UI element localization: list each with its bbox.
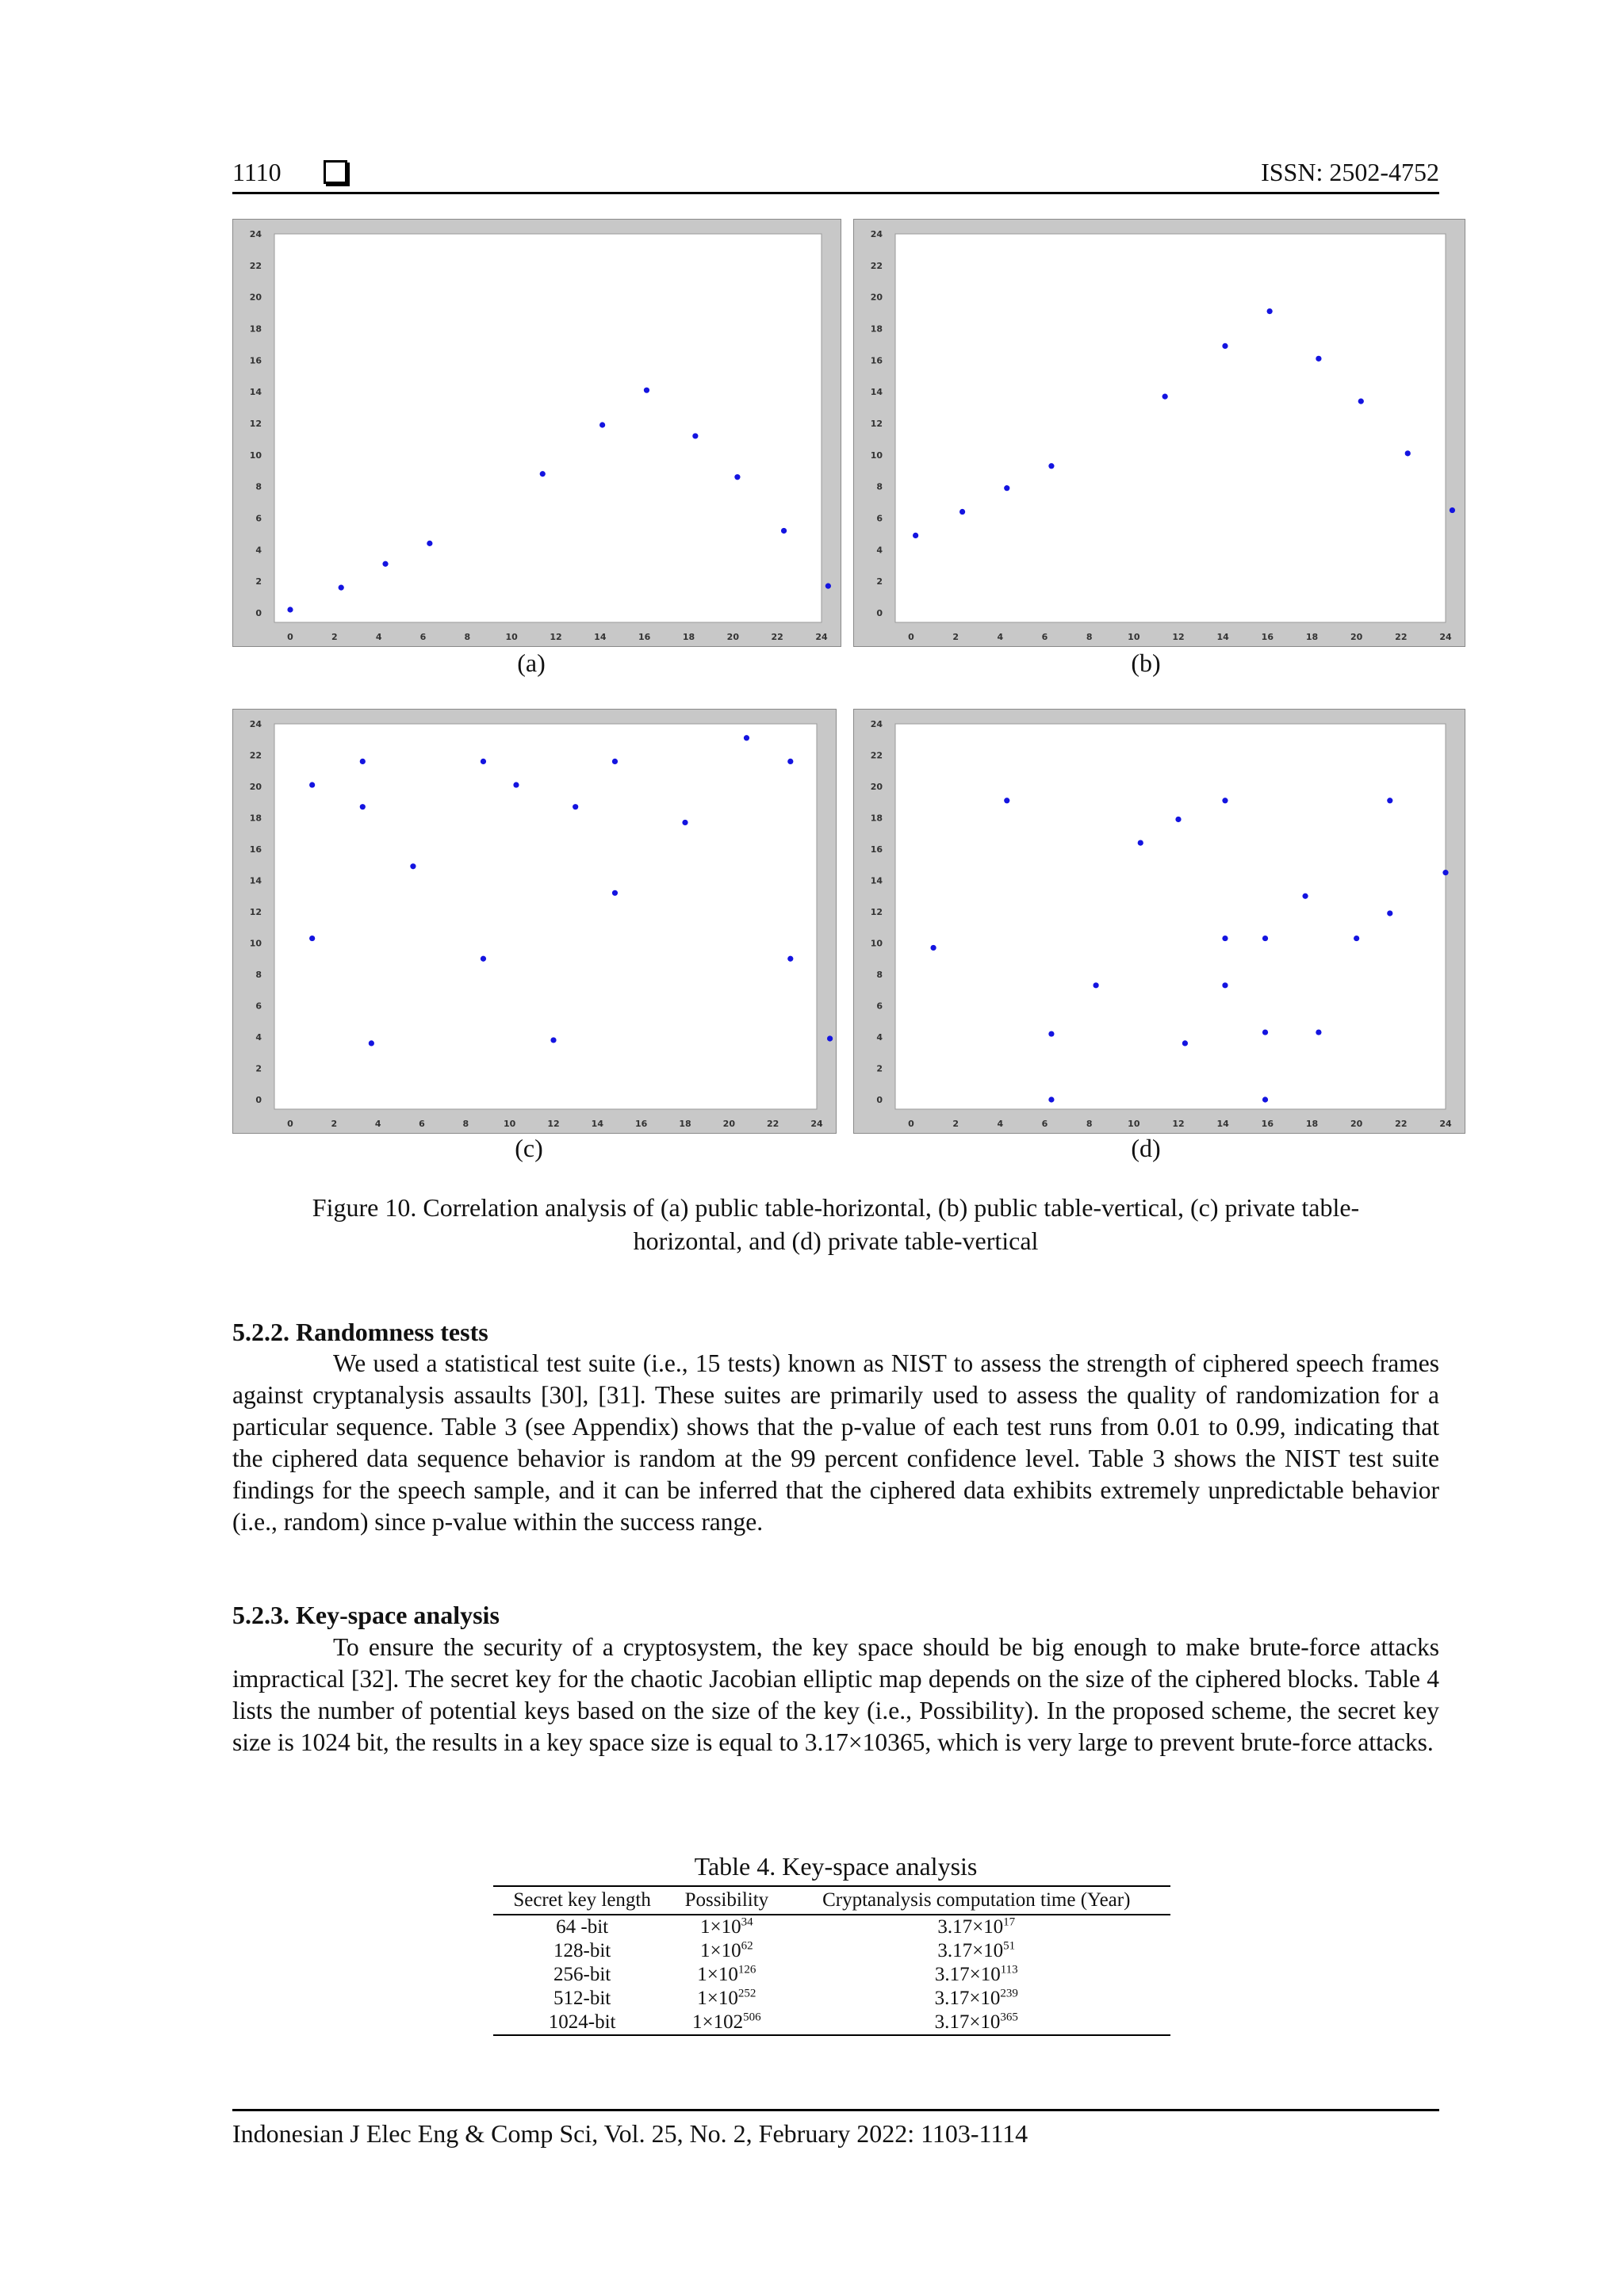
data-point bbox=[410, 863, 416, 869]
data-point bbox=[1222, 982, 1228, 988]
y-tick-label: 8 bbox=[255, 970, 262, 980]
scatter-plot-c bbox=[233, 710, 836, 1133]
data-point bbox=[1222, 343, 1228, 349]
data-point bbox=[1387, 910, 1392, 916]
x-tick-label: 6 bbox=[1041, 1119, 1048, 1129]
y-tick-label: 4 bbox=[876, 545, 883, 556]
x-tick-label: 4 bbox=[997, 1119, 1004, 1129]
data-point bbox=[360, 759, 366, 764]
y-tick-label: 6 bbox=[876, 513, 883, 524]
y-tick-label: 8 bbox=[876, 481, 883, 492]
x-tick-label: 22 bbox=[1395, 632, 1408, 642]
journal-citation: Indonesian J Elec Eng & Comp Sci, Vol. 25, No. 2, February 2022: 1103-1114 bbox=[232, 2119, 1028, 2148]
x-tick-label: 8 bbox=[462, 1119, 469, 1129]
x-tick-label: 4 bbox=[997, 632, 1004, 642]
y-tick-label: 14 bbox=[249, 875, 262, 886]
y-tick-label: 18 bbox=[870, 813, 883, 824]
y-tick-label: 6 bbox=[876, 1001, 883, 1012]
x-tick-label: 12 bbox=[547, 1119, 560, 1129]
scatter-panel-a bbox=[232, 219, 841, 647]
x-tick-label: 10 bbox=[1128, 1119, 1140, 1129]
x-tick-label: 4 bbox=[374, 1119, 381, 1129]
y-tick-label: 22 bbox=[249, 750, 262, 761]
scatter-panel-c bbox=[232, 709, 837, 1134]
data-point bbox=[1138, 840, 1143, 846]
y-tick-label: 18 bbox=[870, 323, 883, 335]
column-header-key-length: Secret key length bbox=[493, 1886, 671, 1915]
x-tick-label: 12 bbox=[550, 632, 562, 642]
x-tick-label: 10 bbox=[1128, 632, 1140, 642]
data-point bbox=[1316, 356, 1321, 362]
y-tick-label: 24 bbox=[870, 719, 883, 729]
data-point bbox=[287, 607, 293, 612]
y-tick-label: 16 bbox=[870, 844, 883, 855]
y-tick-label: 14 bbox=[249, 387, 262, 398]
panel-label-d: (d) bbox=[1131, 1134, 1161, 1162]
x-tick-label: 6 bbox=[1041, 632, 1048, 642]
y-tick-label: 0 bbox=[255, 608, 262, 618]
y-tick-label: 10 bbox=[249, 938, 262, 949]
x-tick-label: 8 bbox=[464, 632, 471, 642]
y-tick-label: 24 bbox=[870, 229, 883, 239]
computation-time-cell: $3.17\times 10^{365}$ bbox=[783, 2011, 1171, 2035]
key-length-cell: 64 -bit bbox=[556, 1916, 609, 1938]
computation-time-cell: $3.17\times 10^{113}$ bbox=[934, 1963, 1018, 1985]
data-point bbox=[550, 1037, 556, 1043]
data-point bbox=[1048, 1096, 1054, 1102]
panel-label-a: (a) bbox=[517, 649, 546, 677]
computation-time-cell: $3.17\times 10^{51}$ bbox=[937, 1939, 1016, 1961]
x-tick-label: 20 bbox=[722, 1119, 735, 1129]
x-tick-label: 8 bbox=[1086, 1119, 1093, 1129]
page-header bbox=[232, 152, 1439, 194]
y-tick-label: 8 bbox=[876, 970, 883, 980]
y-tick-label: 14 bbox=[870, 387, 883, 398]
data-point bbox=[1222, 798, 1228, 803]
data-point bbox=[734, 474, 740, 480]
y-tick-label: 10 bbox=[249, 450, 262, 461]
x-tick-label: 16 bbox=[1261, 1119, 1274, 1129]
data-point bbox=[1358, 399, 1364, 404]
figure-caption-line-1: Figure 10. Correlation analysis of (a) public table-horizontal, (b) public table-vertical, (c) private table- bbox=[312, 1193, 1360, 1222]
x-tick-label: 0 bbox=[287, 632, 293, 642]
y-tick-label: 4 bbox=[876, 1032, 883, 1043]
table-row bbox=[493, 1915, 1170, 1939]
plot-area-b bbox=[895, 234, 1446, 622]
data-point bbox=[309, 936, 315, 941]
figure-caption-line-2: horizontal, and (d) private table-vertical bbox=[633, 1226, 1039, 1255]
paragraph-randomness: We used a statistical test suite (i.e., 15 tests) known as NIST to assess the strength of ciphered speech frames against cryptanalysis assaults [30], [31]. These suites are primarily used to assess the quality of randomization for a particular sequence. Table 3 (see Appendix) shows that the p-value of each test runs from 0.01 to 0.99, indicating that the ciphered data sequence behavior is random at the 99 percent confidence level. Table 3 shows the NIST test suite findings for the speech sample, and it can be inferred that the ciphered data exhibits extremely unpredictable behavior (i.e., random) since p-value within the success range. bbox=[232, 1349, 1439, 1536]
x-tick-label: 0 bbox=[908, 1119, 914, 1129]
y-tick-label: 16 bbox=[249, 844, 262, 855]
x-tick-label: 12 bbox=[1172, 632, 1185, 642]
data-point bbox=[599, 422, 605, 427]
possibility-cell: $1\times 102^{506}$ bbox=[671, 2011, 782, 2035]
data-point bbox=[382, 561, 388, 567]
data-point bbox=[1162, 394, 1168, 400]
x-tick-label: 16 bbox=[638, 632, 651, 642]
x-tick-label: 22 bbox=[771, 632, 783, 642]
paragraph-keyspace: To ensure the security of a cryptosystem, the key space should be big enough to make brute-force attacks impractical [32]. The secret key for the chaotic Jacobian elliptic map depends on the size of the ciphered blocks. Table 4 lists the number of potential keys based on the size of the key (i.e., Possibility). In the proposed scheme, the secret key size is 1024 bit, the results in a key space size is equal to 3.17×10365, which is very large to prevent brute-force attacks. bbox=[232, 1633, 1439, 1756]
data-point bbox=[1048, 463, 1054, 469]
x-tick-label: 2 bbox=[952, 632, 959, 642]
section-body-keyspace bbox=[232, 1632, 1439, 1758]
data-point bbox=[1387, 798, 1392, 803]
y-tick-label: 12 bbox=[249, 419, 262, 429]
y-tick-label: 0 bbox=[876, 608, 883, 618]
y-tick-label: 10 bbox=[870, 450, 883, 461]
y-tick-label: 6 bbox=[255, 513, 262, 524]
data-point bbox=[1442, 870, 1448, 875]
y-tick-label: 20 bbox=[249, 782, 262, 792]
scatter-plot-d bbox=[854, 710, 1465, 1133]
x-tick-label: 20 bbox=[1350, 1119, 1363, 1129]
square-bullet-icon bbox=[324, 160, 347, 184]
y-tick-label: 2 bbox=[255, 576, 262, 587]
x-tick-label: 4 bbox=[375, 632, 382, 642]
x-tick-label: 18 bbox=[679, 1119, 691, 1129]
data-point bbox=[787, 956, 793, 962]
section-heading-randomness: 5.2.2. Randomness tests bbox=[232, 1318, 488, 1346]
key-length-cell: 128-bit bbox=[553, 1940, 611, 1961]
data-point bbox=[1048, 1031, 1054, 1036]
data-point bbox=[1175, 817, 1181, 822]
x-tick-label: 0 bbox=[287, 1119, 293, 1129]
data-point bbox=[744, 735, 749, 740]
key-length-cell: 512-bit bbox=[553, 1988, 611, 2009]
table-header-row bbox=[493, 1886, 1170, 1915]
y-tick-label: 18 bbox=[249, 813, 262, 824]
y-tick-label: 18 bbox=[249, 323, 262, 335]
data-point bbox=[781, 528, 787, 534]
data-point bbox=[1262, 1029, 1268, 1035]
x-tick-label: 2 bbox=[952, 1119, 959, 1129]
data-point bbox=[1405, 450, 1411, 456]
table-row bbox=[493, 2011, 1170, 2035]
possibility-cell: $1\times 10^{34}$ bbox=[700, 1915, 753, 1938]
data-point bbox=[1222, 936, 1228, 941]
data-point bbox=[692, 433, 698, 438]
y-tick-label: 4 bbox=[255, 1032, 262, 1043]
data-point bbox=[1316, 1029, 1321, 1035]
data-point bbox=[1093, 982, 1098, 988]
x-tick-label: 14 bbox=[1216, 1119, 1229, 1129]
x-tick-label: 22 bbox=[767, 1119, 779, 1129]
x-tick-label: 24 bbox=[815, 632, 828, 642]
x-tick-label: 8 bbox=[1086, 632, 1093, 642]
x-tick-label: 22 bbox=[1395, 1119, 1408, 1129]
x-tick-label: 12 bbox=[1172, 1119, 1185, 1129]
x-tick-label: 16 bbox=[635, 1119, 648, 1129]
data-point bbox=[360, 804, 366, 809]
data-point bbox=[827, 1035, 833, 1041]
y-tick-label: 20 bbox=[870, 782, 883, 792]
data-point bbox=[427, 541, 432, 546]
x-tick-label: 18 bbox=[1305, 1119, 1319, 1129]
x-tick-label: 14 bbox=[591, 1119, 603, 1129]
data-point bbox=[1262, 1096, 1268, 1102]
data-point bbox=[369, 1040, 374, 1046]
scatter-panel-b bbox=[853, 219, 1465, 647]
x-tick-label: 24 bbox=[1439, 632, 1452, 642]
y-tick-label: 8 bbox=[255, 481, 262, 492]
data-point bbox=[339, 585, 344, 591]
y-tick-label: 24 bbox=[249, 719, 262, 729]
scatter-plot-b bbox=[854, 220, 1465, 646]
x-tick-label: 10 bbox=[504, 1119, 516, 1129]
y-tick-label: 4 bbox=[255, 545, 262, 556]
y-tick-label: 16 bbox=[870, 355, 883, 366]
y-tick-label: 24 bbox=[249, 229, 262, 239]
data-point bbox=[959, 509, 965, 515]
section-heading-keyspace: 5.2.3. Key-space analysis bbox=[232, 1601, 500, 1629]
data-point bbox=[787, 759, 793, 764]
x-tick-label: 6 bbox=[419, 632, 427, 642]
data-point bbox=[1182, 1040, 1188, 1046]
data-point bbox=[1450, 507, 1455, 513]
data-point bbox=[573, 804, 578, 809]
data-point bbox=[1004, 485, 1009, 491]
key-length-cell: 256-bit bbox=[553, 1964, 611, 1985]
computation-time-cell: $3.17\times 10^{239}$ bbox=[934, 1987, 1018, 2009]
scatter-panel-d bbox=[853, 709, 1465, 1134]
data-point bbox=[825, 584, 831, 589]
x-tick-label: 20 bbox=[726, 632, 739, 642]
possibility-cell: $1\times 10^{126}$ bbox=[697, 1963, 756, 1985]
y-tick-label: 20 bbox=[870, 292, 883, 303]
column-header-possibility: Possibility bbox=[671, 1886, 782, 1915]
data-point bbox=[930, 945, 936, 951]
data-point bbox=[612, 890, 618, 896]
data-point bbox=[540, 471, 546, 476]
x-tick-label: 0 bbox=[908, 632, 914, 642]
figure-caption bbox=[232, 1191, 1439, 1257]
plot-area-a bbox=[274, 234, 822, 622]
y-tick-label: 12 bbox=[249, 907, 262, 917]
data-point bbox=[913, 533, 918, 538]
column-header-computation-time: Cryptanalysis computation time (Year) bbox=[783, 1886, 1171, 1915]
data-point bbox=[1262, 936, 1268, 941]
data-point bbox=[513, 782, 519, 787]
issn: ISSN: 2502-4752 bbox=[1261, 158, 1439, 186]
x-tick-label: 14 bbox=[1216, 632, 1229, 642]
data-point bbox=[682, 820, 688, 825]
y-tick-label: 12 bbox=[870, 419, 883, 429]
data-point bbox=[1302, 894, 1308, 899]
computation-time-cell: $3.17\times 10^{17}$ bbox=[937, 1915, 1016, 1938]
plot-area-d bbox=[895, 724, 1446, 1109]
key-length-cell: 1024-bit bbox=[493, 2011, 671, 2035]
table-caption: Table 4. Key-space analysis bbox=[694, 1852, 978, 1881]
possibility-cell: $1\times 10^{252}$ bbox=[697, 1987, 756, 2009]
panel-label-b: (b) bbox=[1131, 649, 1161, 677]
y-tick-label: 0 bbox=[255, 1095, 262, 1105]
x-tick-label: 20 bbox=[1350, 632, 1363, 642]
scatter-plot-a bbox=[233, 220, 841, 646]
x-tick-label: 24 bbox=[1439, 1119, 1452, 1129]
data-point bbox=[644, 388, 649, 393]
y-tick-label: 2 bbox=[876, 1063, 883, 1074]
x-tick-label: 14 bbox=[594, 632, 607, 642]
section-body-randomness bbox=[232, 1348, 1439, 1538]
x-tick-label: 6 bbox=[419, 1119, 425, 1129]
y-tick-label: 22 bbox=[249, 260, 262, 271]
y-tick-label: 16 bbox=[249, 355, 262, 366]
x-tick-label: 16 bbox=[1261, 632, 1274, 642]
y-tick-label: 22 bbox=[870, 750, 883, 761]
data-point bbox=[1267, 308, 1273, 314]
table-row bbox=[493, 1939, 1170, 1963]
x-tick-label: 24 bbox=[810, 1119, 823, 1129]
x-tick-label: 10 bbox=[505, 632, 518, 642]
data-point bbox=[1004, 798, 1009, 803]
data-point bbox=[481, 759, 486, 764]
data-point bbox=[309, 782, 315, 787]
y-tick-label: 6 bbox=[255, 1001, 262, 1012]
y-tick-label: 20 bbox=[249, 292, 262, 303]
y-tick-label: 2 bbox=[255, 1063, 262, 1074]
y-tick-label: 12 bbox=[870, 907, 883, 917]
y-tick-label: 10 bbox=[870, 938, 883, 949]
x-tick-label: 18 bbox=[682, 632, 695, 642]
y-tick-label: 14 bbox=[870, 875, 883, 886]
data-point bbox=[481, 956, 486, 962]
key-space-table bbox=[493, 1885, 1170, 2036]
y-tick-label: 22 bbox=[870, 260, 883, 271]
data-point bbox=[1354, 936, 1359, 941]
x-tick-label: 2 bbox=[331, 1119, 338, 1129]
possibility-cell: $1\times 10^{62}$ bbox=[700, 1939, 753, 1961]
y-tick-label: 2 bbox=[876, 576, 883, 587]
plot-area-c bbox=[274, 724, 817, 1109]
page-footer bbox=[232, 2109, 1439, 2149]
page-number: 1110 bbox=[232, 158, 282, 186]
y-tick-label: 0 bbox=[876, 1095, 883, 1105]
x-tick-label: 18 bbox=[1305, 632, 1319, 642]
table-row bbox=[493, 1963, 1170, 1987]
data-point bbox=[612, 759, 618, 764]
table-row bbox=[493, 1987, 1170, 2011]
panel-label-c: (c) bbox=[515, 1134, 543, 1162]
x-tick-label: 2 bbox=[331, 632, 338, 642]
